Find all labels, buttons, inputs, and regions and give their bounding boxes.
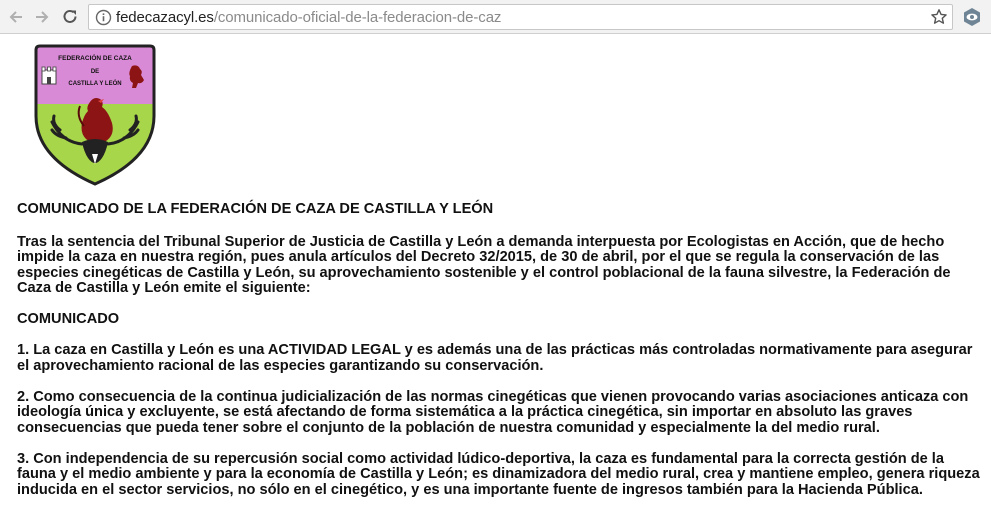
point-paragraph: 3. Con independencia de su repercusión social como actividad lúdico-deportiva, la caza es fundamental para la correcta gestión de la fauna y el medio ambiente y para la economía de Castilla y León; es dinamizadora del medio rural, crea y mantiene empleo, genera riqueza inducida en el sector servicios, no sólo en el cinegético, y es una importante fuente de ingresos también para la Hacienda Pública.: [17, 450, 980, 498]
press-release: [17, 202, 985, 512]
bookmark-star-icon[interactable]: [930, 8, 948, 26]
extension-eye-icon[interactable]: [962, 7, 982, 27]
page-title: COMUNICADO DE LA FEDERACIÓN DE CAZA DE CASTILLA Y LEÓN: [17, 201, 494, 217]
intro-paragraph: Tras la sentencia del Tribunal Superior de Justicia de Castilla y León a demanda interpuesta por Ecologistas en Acción, que de hecho impide la caza en nuestra región, pues anula artículos del Decreto 32/2015, de 30 de abril, por el que se regula la conservación de las especies cinegéticas de Castilla y León, su aprovechamiento sostenible y el control poblacional de la fauna silvestre, la Federación de Caza de Castilla y León emite el siguiente:: [17, 233, 951, 296]
back-button[interactable]: [4, 5, 28, 29]
arrow-right-icon: [33, 8, 51, 26]
castle-icon: [42, 67, 56, 84]
subheading: COMUNICADO: [17, 311, 120, 327]
logo-text-line2: DE: [90, 69, 100, 75]
point-paragraph: 2. Como consecuencia de la continua judicialización de las normas cinegéticas que vienen provocando varias asociaciones anticaza con ideología única y excluyente, se está afectando de forma sistemática a la práctica cinegética, sin importar en absoluto las graves consecuencias que pueda tener sobre el conjunto de la población de nuestra comunidad y especialmente la del medio rural.: [17, 388, 969, 436]
address-bar[interactable]: [88, 4, 953, 30]
logo-text-line3: CASTILLA Y LEÓN: [68, 81, 122, 87]
url-path: /comunicado-oficial-de-la-federacion-de-caz: [213, 9, 502, 26]
point-paragraph: 1. La caza en Castilla y León es una ACTIVIDAD LEGAL y es además una de las prácticas más controladas normativamente para asegurar el aprovechamiento racional de las especies garantizando su conservación.: [17, 342, 973, 374]
forward-button[interactable]: [30, 5, 54, 29]
browser-toolbar: [0, 0, 991, 34]
federation-logo: [32, 44, 158, 186]
page-content: [0, 35, 991, 512]
reload-button[interactable]: [58, 5, 82, 29]
url-text[interactable]: [116, 9, 501, 26]
info-icon[interactable]: [95, 9, 112, 26]
url-host: fedecazacyl.es: [116, 9, 214, 26]
logo-text-line1: FEDERACIÓN DE CAZA: [58, 55, 132, 62]
reload-icon: [61, 8, 79, 26]
arrow-left-icon: [7, 8, 25, 26]
